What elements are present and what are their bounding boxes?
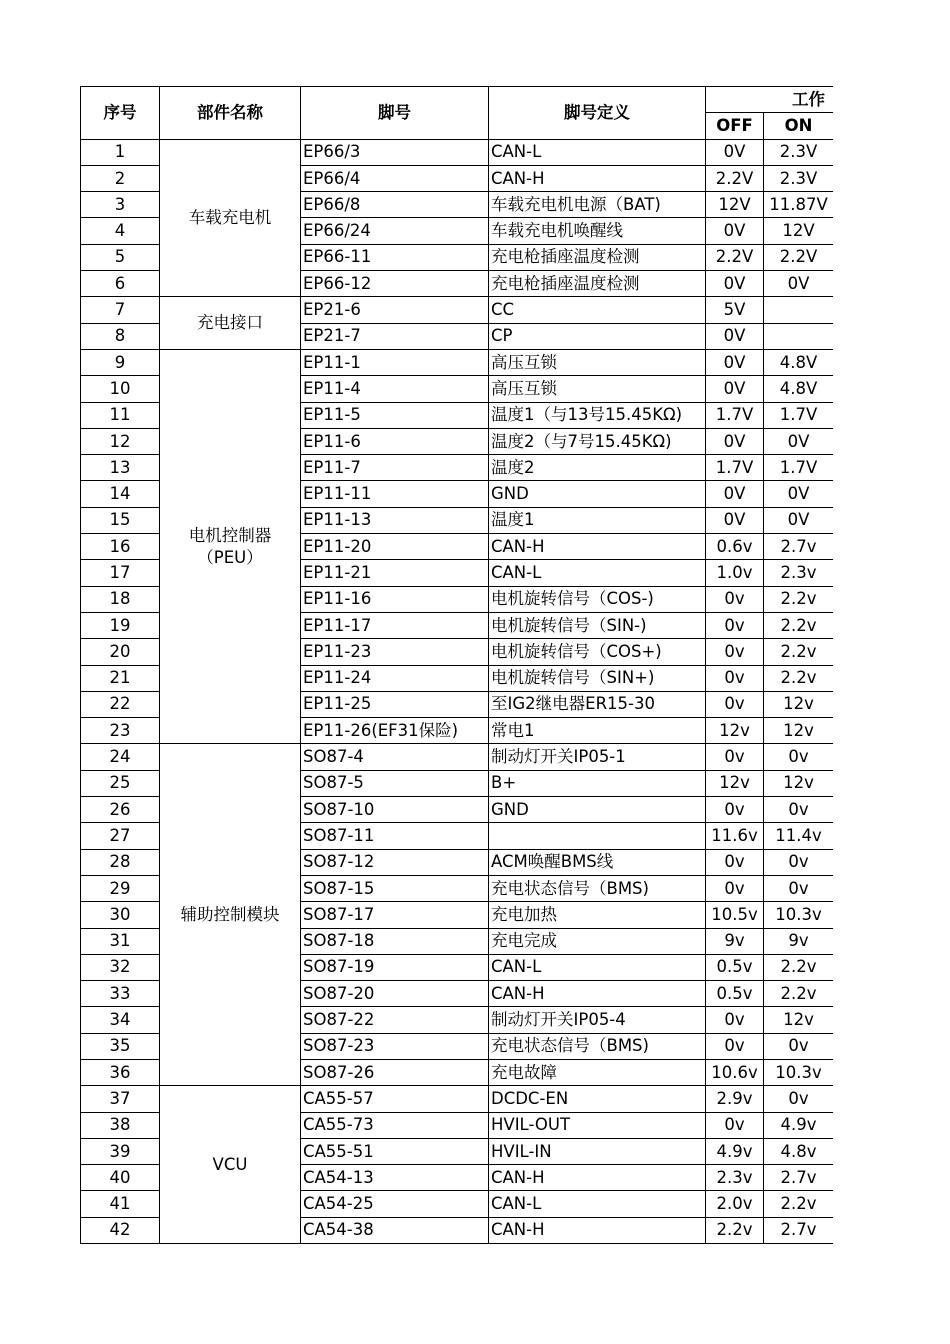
cell-definition: CAN-H [489,1217,706,1243]
cell-definition: CAN-L [489,139,706,165]
cell-off-voltage: 0v [706,744,764,770]
cell-off-voltage: 2.9v [706,1086,764,1112]
cell-pin: CA55-73 [301,1112,489,1138]
cell-off-voltage: 1.0v [706,560,764,586]
cell-pin: SO87-12 [301,849,489,875]
cell-off-voltage: 0v [706,639,764,665]
cell-pin: SO87-19 [301,954,489,980]
cell-index: 40 [81,1165,160,1191]
cell-definition: 温度1（与13号15.45KΩ) [489,402,706,428]
cell-index: 33 [81,981,160,1007]
cell-index: 42 [81,1217,160,1243]
cell-pin: CA54-25 [301,1191,489,1217]
cell-definition: 至IG2继电器ER15-30 [489,691,706,717]
cell-off-voltage: 0.5v [706,981,764,1007]
cell-off-voltage: 0v [706,1112,764,1138]
cell-definition: CAN-L [489,1191,706,1217]
cell-pin: EP66/3 [301,139,489,165]
cell-off-voltage: 0v [706,691,764,717]
cell-off-voltage: 2.3v [706,1165,764,1191]
cell-off-voltage: 0v [706,1033,764,1059]
cell-definition: 温度2 [489,455,706,481]
cell-definition: 充电完成 [489,928,706,954]
cell-off-voltage: 1.7V [706,402,764,428]
cell-on-voltage: 12v [764,691,834,717]
cell-pin: SO87-11 [301,823,489,849]
cell-definition: 充电状态信号（BMS) [489,875,706,901]
cell-on-voltage: 2.2v [764,1191,834,1217]
cell-off-voltage: 2.2v [706,1217,764,1243]
cell-definition: 充电故障 [489,1059,706,1085]
cell-index: 26 [81,797,160,823]
cell-on-voltage: 2.2V [764,244,834,270]
cell-off-voltage: 0V [706,481,764,507]
cell-on-voltage [764,323,834,349]
cell-on-voltage: 0V [764,271,834,297]
cell-index: 31 [81,928,160,954]
cell-definition: 制动灯开关IP05-1 [489,744,706,770]
cell-on-voltage: 0v [764,744,834,770]
cell-on-voltage: 0v [764,1033,834,1059]
cell-definition: GND [489,797,706,823]
cell-pin: EP11-11 [301,481,489,507]
cell-on-voltage: 10.3v [764,1059,834,1085]
cell-definition: ACM唤醒BMS线 [489,849,706,875]
cell-definition [489,823,706,849]
cell-on-voltage: 0V [764,428,834,454]
cell-definition: 电机旋转信号（COS-) [489,586,706,612]
cell-off-voltage: 0v [706,849,764,875]
cell-index: 35 [81,1033,160,1059]
cell-pin: CA54-13 [301,1165,489,1191]
cell-off-voltage: 0V [706,507,764,533]
cell-definition: CAN-H [489,1165,706,1191]
table-row [81,744,834,770]
cell-index: 1 [81,139,160,165]
cell-index: 24 [81,744,160,770]
cell-pin: EP66/24 [301,218,489,244]
cell-index: 17 [81,560,160,586]
cell-definition: 制动灯开关IP05-4 [489,1007,706,1033]
cell-off-voltage: 0.5v [706,954,764,980]
cell-pin: EP11-1 [301,349,489,375]
cell-index: 13 [81,455,160,481]
cell-off-voltage: 2.0v [706,1191,764,1217]
cell-off-voltage: 12v [706,718,764,744]
cell-pin: SO87-22 [301,1007,489,1033]
cell-definition: 充电状态信号（BMS) [489,1033,706,1059]
cell-off-voltage: 9v [706,928,764,954]
cell-definition: 常电1 [489,718,706,744]
cell-off-voltage: 0.6v [706,534,764,560]
cell-index: 7 [81,297,160,323]
cell-on-voltage: 2.2v [764,954,834,980]
cell-index: 15 [81,507,160,533]
cell-on-voltage: 1.7V [764,402,834,428]
table-row [81,139,834,165]
cell-index: 3 [81,192,160,218]
cell-pin: EP11-26(EF31保险) [301,718,489,744]
cell-off-voltage: 0v [706,586,764,612]
cell-on-voltage: 11.4v [764,823,834,849]
table-body [81,139,834,1243]
cell-off-voltage: 0v [706,875,764,901]
cell-on-voltage: 2.3V [764,139,834,165]
cell-on-voltage: 0V [764,507,834,533]
cell-off-voltage: 11.6v [706,823,764,849]
table-row [81,349,834,375]
cell-off-voltage: 2.2V [706,165,764,191]
cell-off-voltage: 0v [706,665,764,691]
cell-definition: 车载充电机唤醒线 [489,218,706,244]
header-component: 部件名称 [160,87,301,140]
pin-voltage-table [80,86,833,1244]
cell-pin: EP11-6 [301,428,489,454]
cell-off-voltage: 4.9v [706,1138,764,1164]
cell-index: 8 [81,323,160,349]
cell-on-voltage: 12v [764,770,834,796]
cell-index: 37 [81,1086,160,1112]
cell-off-voltage: 0V [706,376,764,402]
cell-index: 20 [81,639,160,665]
cell-pin: EP21-7 [301,323,489,349]
cell-pin: EP66/4 [301,165,489,191]
cell-pin: EP11-17 [301,612,489,638]
cell-pin: EP11-20 [301,534,489,560]
cell-on-voltage: 2.7v [764,1217,834,1243]
cell-definition: HVIL-IN [489,1138,706,1164]
cell-pin: EP11-24 [301,665,489,691]
cell-definition: CC [489,297,706,323]
cell-component: 充电接口 [160,297,301,350]
cell-on-voltage: 9v [764,928,834,954]
cell-pin: EP66/8 [301,192,489,218]
cell-definition: 温度2（与7号15.45KΩ) [489,428,706,454]
cell-pin: CA55-57 [301,1086,489,1112]
cell-index: 9 [81,349,160,375]
cell-on-voltage: 0v [764,849,834,875]
cell-pin: EP66-12 [301,271,489,297]
cell-pin: SO87-17 [301,902,489,928]
cell-definition: 充电枪插座温度检测 [489,271,706,297]
cell-on-voltage: 0v [764,875,834,901]
cell-on-voltage: 1.7V [764,455,834,481]
cell-definition: 充电枪插座温度检测 [489,244,706,270]
cell-index: 21 [81,665,160,691]
cell-definition: CP [489,323,706,349]
cell-pin: SO87-23 [301,1033,489,1059]
cell-on-voltage: 2.7v [764,534,834,560]
cell-definition: 电机旋转信号（COS+) [489,639,706,665]
cell-definition: CAN-L [489,954,706,980]
cell-index: 27 [81,823,160,849]
cell-index: 28 [81,849,160,875]
cell-pin: EP11-21 [301,560,489,586]
cell-index: 25 [81,770,160,796]
cell-definition: 车载充电机电源（BAT) [489,192,706,218]
cell-index: 16 [81,534,160,560]
cell-definition: CAN-H [489,981,706,1007]
cell-on-voltage: 4.8V [764,376,834,402]
cell-index: 36 [81,1059,160,1085]
cell-definition: B+ [489,770,706,796]
cell-pin: EP11-7 [301,455,489,481]
cell-index: 39 [81,1138,160,1164]
cell-pin: EP11-5 [301,402,489,428]
cell-index: 14 [81,481,160,507]
cell-on-voltage: 4.9v [764,1112,834,1138]
cell-on-voltage: 2.3v [764,560,834,586]
table-row [81,1086,834,1112]
cell-off-voltage: 0v [706,612,764,638]
cell-pin: SO87-5 [301,770,489,796]
cell-definition: 充电加热 [489,902,706,928]
cell-pin: EP11-16 [301,586,489,612]
cell-pin: EP11-13 [301,507,489,533]
cell-off-voltage: 0V [706,323,764,349]
cell-definition: 高压互锁 [489,349,706,375]
cell-definition: CAN-H [489,165,706,191]
cell-off-voltage: 10.6v [706,1059,764,1085]
cell-off-voltage: 0V [706,139,764,165]
cell-off-voltage: 12v [706,770,764,796]
cell-off-voltage: 0V [706,271,764,297]
cell-on-voltage: 2.2v [764,612,834,638]
table-row [81,297,834,323]
cell-index: 10 [81,376,160,402]
cell-index: 30 [81,902,160,928]
cell-on-voltage [764,297,834,323]
cell-on-voltage: 2.7v [764,1165,834,1191]
cell-index: 23 [81,718,160,744]
header-working-condition: 工作 [706,87,834,113]
cell-component: VCU [160,1086,301,1244]
cell-index: 12 [81,428,160,454]
cell-index: 32 [81,954,160,980]
cell-index: 22 [81,691,160,717]
cell-component: 辅助控制模块 [160,744,301,1086]
cell-off-voltage: 1.7V [706,455,764,481]
cell-index: 18 [81,586,160,612]
cell-definition: GND [489,481,706,507]
cell-index: 4 [81,218,160,244]
cell-index: 11 [81,402,160,428]
cell-pin: SO87-15 [301,875,489,901]
cell-definition: 温度1 [489,507,706,533]
cell-pin: EP11-25 [301,691,489,717]
cell-on-voltage: 0v [764,797,834,823]
cell-off-voltage: 2.2V [706,244,764,270]
cell-pin: CA54-38 [301,1217,489,1243]
cell-pin: SO87-18 [301,928,489,954]
cell-pin: SO87-4 [301,744,489,770]
header-definition: 脚号定义 [489,87,706,140]
cell-off-voltage: 0v [706,797,764,823]
cell-index: 19 [81,612,160,638]
cell-on-voltage: 12v [764,718,834,744]
cell-pin: EP66-11 [301,244,489,270]
cell-on-voltage: 4.8V [764,349,834,375]
cell-on-voltage: 0V [764,481,834,507]
cell-on-voltage: 4.8v [764,1138,834,1164]
cell-index: 41 [81,1191,160,1217]
header-row-1 [81,87,834,113]
cell-pin: EP11-4 [301,376,489,402]
cell-off-voltage: 10.5v [706,902,764,928]
cell-off-voltage: 0v [706,1007,764,1033]
cell-pin: CA55-51 [301,1138,489,1164]
cell-definition: DCDC-EN [489,1086,706,1112]
cell-off-voltage: 0V [706,349,764,375]
cell-index: 29 [81,875,160,901]
cell-index: 5 [81,244,160,270]
cell-definition: 电机旋转信号（SIN-) [489,612,706,638]
cell-off-voltage: 0V [706,428,764,454]
cell-index: 6 [81,271,160,297]
spreadsheet-viewport [80,86,833,1248]
cell-on-voltage: 2.3V [764,165,834,191]
cell-off-voltage: 12V [706,192,764,218]
cell-pin: EP11-23 [301,639,489,665]
cell-definition: HVIL-OUT [489,1112,706,1138]
cell-off-voltage: 5V [706,297,764,323]
cell-pin: EP21-6 [301,297,489,323]
cell-on-voltage: 10.3v [764,902,834,928]
cell-definition: CAN-L [489,560,706,586]
cell-index: 2 [81,165,160,191]
header-off: OFF [706,113,764,139]
cell-on-voltage: 12V [764,218,834,244]
cell-index: 38 [81,1112,160,1138]
cell-definition: CAN-H [489,534,706,560]
cell-pin: SO87-10 [301,797,489,823]
header-pin: 脚号 [301,87,489,140]
cell-on-voltage: 2.2v [764,639,834,665]
cell-component: 电机控制器（PEU） [160,349,301,743]
cell-on-voltage: 12v [764,1007,834,1033]
cell-component: 车载充电机 [160,139,301,297]
cell-index: 34 [81,1007,160,1033]
cell-pin: SO87-20 [301,981,489,1007]
cell-on-voltage: 2.2v [764,981,834,1007]
header-index: 序号 [81,87,160,140]
header-on: ON [764,113,834,139]
cell-on-voltage: 2.2v [764,665,834,691]
cell-definition: 电机旋转信号（SIN+) [489,665,706,691]
cell-on-voltage: 2.2v [764,586,834,612]
cell-off-voltage: 0V [706,218,764,244]
cell-pin: SO87-26 [301,1059,489,1085]
cell-on-voltage: 11.87V [764,192,834,218]
cell-definition: 高压互锁 [489,376,706,402]
cell-on-voltage: 0v [764,1086,834,1112]
